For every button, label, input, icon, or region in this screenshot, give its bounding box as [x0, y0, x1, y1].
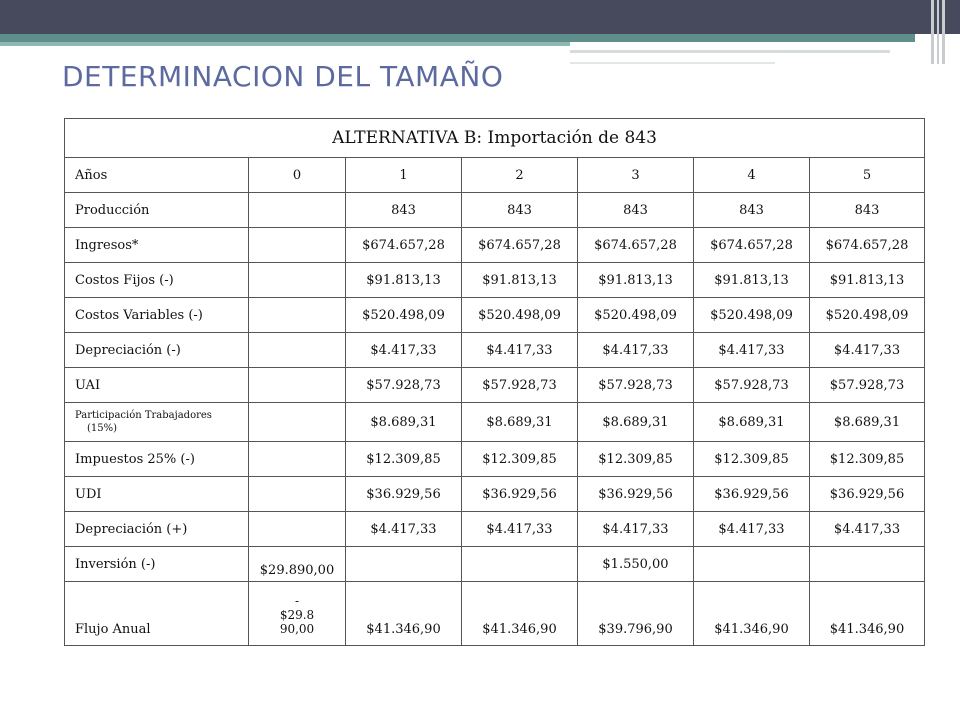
table-cell: 843 [462, 193, 578, 228]
table-cell [249, 477, 346, 512]
top-bar [0, 0, 960, 34]
table-cell: $36.929,56 [578, 477, 694, 512]
table-cell: $8.689,31 [810, 403, 925, 442]
decorative-bar [942, 0, 945, 64]
table-cell: $36.929,56 [694, 477, 810, 512]
table-row [65, 158, 925, 193]
flow-year0-part: - [294, 594, 300, 608]
table-cell: $4.417,33 [578, 512, 694, 547]
table-cell: 5 [810, 158, 925, 193]
table-row [65, 298, 925, 333]
table-cell: $41.346,90 [810, 582, 925, 646]
table-cell: $4.417,33 [346, 333, 462, 368]
table-row [65, 477, 925, 512]
row-label: Costos Variables (-) [65, 298, 249, 333]
table-cell: $674.657,28 [578, 228, 694, 263]
table-cell: $91.813,13 [810, 263, 925, 298]
table-cell [249, 512, 346, 547]
table-cell: $39.796,90 [578, 582, 694, 646]
table-cell: $4.417,33 [694, 512, 810, 547]
table-cell: $8.689,31 [346, 403, 462, 442]
table-cell: $57.928,73 [462, 368, 578, 403]
table-cell: $12.309,85 [462, 442, 578, 477]
table-cell: $36.929,56 [462, 477, 578, 512]
table-cell: 843 [346, 193, 462, 228]
row-label: Costos Fijos (-) [65, 263, 249, 298]
table-cell [346, 547, 462, 582]
row-label-line [75, 409, 212, 435]
table-cell: 1 [346, 158, 462, 193]
table-cell [810, 547, 925, 582]
table-cell: 3 [578, 158, 694, 193]
table-row [65, 547, 925, 582]
table-cell: $520.498,09 [462, 298, 578, 333]
table-cell: 843 [810, 193, 925, 228]
row-label: Flujo Anual [65, 582, 249, 646]
table-cell: $4.417,33 [810, 512, 925, 547]
decorative-bar [937, 0, 939, 64]
table-cell: $12.309,85 [578, 442, 694, 477]
table-cell [462, 547, 578, 582]
row-label: Impuestos 25% (-) [65, 442, 249, 477]
row-label: Producción [65, 193, 249, 228]
table-cell: $12.309,85 [694, 442, 810, 477]
table-cell [249, 333, 346, 368]
table-cell: $29.890,00 [249, 547, 346, 582]
table-caption-row [65, 119, 925, 158]
decorative-line [570, 50, 890, 53]
table-cell: $57.928,73 [694, 368, 810, 403]
table-cell: $57.928,73 [810, 368, 925, 403]
table-cell: 0 [249, 158, 346, 193]
row-label: UAI [65, 368, 249, 403]
table-cell: $91.813,13 [462, 263, 578, 298]
table-cell: $520.498,09 [810, 298, 925, 333]
row-label: Depreciación (-) [65, 333, 249, 368]
table-cell [249, 442, 346, 477]
table-row [65, 512, 925, 547]
table-cell [249, 403, 346, 442]
table-cell [249, 582, 346, 646]
table-row [65, 333, 925, 368]
table-cell [249, 193, 346, 228]
table-cell: $8.689,31 [578, 403, 694, 442]
table-cell: 2 [462, 158, 578, 193]
table-cell: $91.813,13 [694, 263, 810, 298]
table-cell: $36.929,56 [810, 477, 925, 512]
table-row [65, 263, 925, 298]
table-cell: $41.346,90 [462, 582, 578, 646]
table-cell: $36.929,56 [346, 477, 462, 512]
table-cell [249, 298, 346, 333]
table-row [65, 582, 925, 646]
table-cell: $12.309,85 [346, 442, 462, 477]
table-row [65, 442, 925, 477]
table-cell: $91.813,13 [346, 263, 462, 298]
decorative-bar [931, 0, 934, 64]
row-label: Años [65, 158, 249, 193]
table-cell [249, 263, 346, 298]
row-label-part: (15%) [87, 423, 118, 434]
table-row [65, 403, 925, 442]
slide-title: DETERMINACION DEL TAMAÑO [62, 60, 504, 93]
table-cell: $4.417,33 [462, 512, 578, 547]
table-cell: $1.550,00 [578, 547, 694, 582]
table-row [65, 228, 925, 263]
table-cell: 843 [578, 193, 694, 228]
table-caption: ALTERNATIVA B: Importación de 843 [65, 119, 925, 158]
table-cell: $12.309,85 [810, 442, 925, 477]
accent-stripe-light [0, 42, 570, 46]
row-label: Inversión (-) [65, 547, 249, 582]
table-cell: $674.657,28 [694, 228, 810, 263]
table-cell: $674.657,28 [810, 228, 925, 263]
table-row [65, 368, 925, 403]
row-label: Depreciación (+) [65, 512, 249, 547]
row-label: UDI [65, 477, 249, 512]
table-cell: $4.417,33 [462, 333, 578, 368]
table-cell: $41.346,90 [346, 582, 462, 646]
table-cell: $8.689,31 [462, 403, 578, 442]
table-cell: $520.498,09 [578, 298, 694, 333]
flow-year0-part: 90,00 [279, 622, 315, 636]
flow-year0 [280, 594, 314, 636]
table-cell: $4.417,33 [810, 333, 925, 368]
table-row [65, 193, 925, 228]
row-label: Ingresos* [65, 228, 249, 263]
row-label-part: Participación Trabajadores [75, 410, 212, 421]
table-cell: 843 [694, 193, 810, 228]
accent-stripe [0, 34, 915, 42]
table-cell: $674.657,28 [462, 228, 578, 263]
table-cell: $57.928,73 [346, 368, 462, 403]
table-cell: $41.346,90 [694, 582, 810, 646]
table-cell [249, 228, 346, 263]
table-cell: $91.813,13 [578, 263, 694, 298]
table-cell [694, 547, 810, 582]
table-cell: $57.928,73 [578, 368, 694, 403]
table-cell: $4.417,33 [346, 512, 462, 547]
table-cell [249, 368, 346, 403]
table-cell: $520.498,09 [694, 298, 810, 333]
table-cell: $4.417,33 [578, 333, 694, 368]
decorative-line [570, 62, 775, 64]
table-cell: $8.689,31 [694, 403, 810, 442]
table-cell: $674.657,28 [346, 228, 462, 263]
table-cell: 4 [694, 158, 810, 193]
table-cell: $520.498,09 [346, 298, 462, 333]
cash-flow-table [64, 118, 925, 646]
row-label [65, 403, 249, 442]
table-cell: $4.417,33 [694, 333, 810, 368]
flow-year0-part: $29.8 [279, 608, 315, 622]
